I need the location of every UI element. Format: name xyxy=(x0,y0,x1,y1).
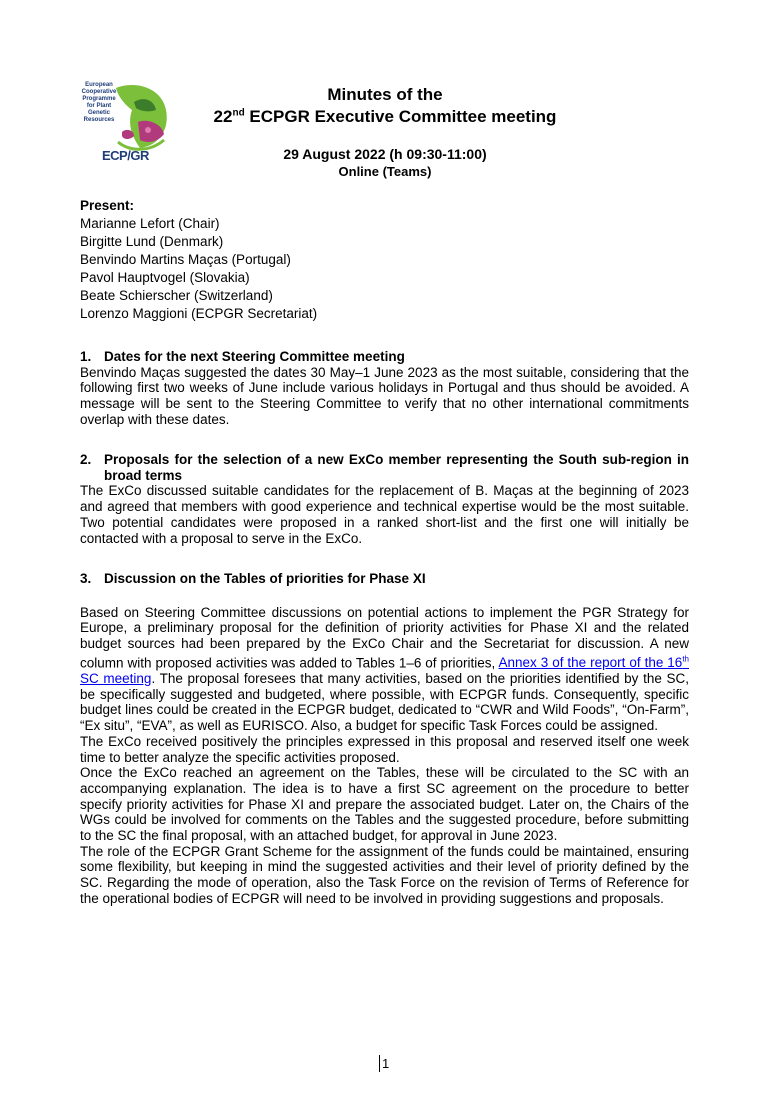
section-exco-member-selection xyxy=(80,452,689,546)
section-heading: 3. Discussion on the Tables of priorities for Phase XI xyxy=(80,571,426,586)
document-title-line1: Minutes of the xyxy=(327,85,443,104)
section-paragraph: The ExCo received positively the principles expressed in this proposal and reserved itself one week time to better analyze the specific activities proposed. xyxy=(80,733,689,765)
section-steering-committee-dates xyxy=(80,349,689,428)
section-paragraph: The role of the ECPGR Grant Scheme for the assignment of the funds could be maintained, ensuring some flexibility, but keeping in mind the suggested activities and their level of priority defined by the SC. Regarding the mode of operation, also the Task Force on the revision of Terms of Reference for the operational bodies of ECPGR will need to be involved in providing suggestions and proposals. xyxy=(80,843,689,906)
section-paragraph: The ExCo discussed suitable candidates for the replacement of B. Maças at the beginning of 2023 and agreed that members with good experience and technical expertise would be the most suitable. Two potential candidates were proposed in a ranked short-list and the first one will initially be contacted with a proposal to serve in the ExCo. xyxy=(80,483,689,546)
document-title-line2: 22nd ECPGR Executive Committee meeting xyxy=(213,107,557,126)
meeting-date: 29 August 2022 (h 09:30-11:00) xyxy=(283,146,487,162)
attendee-heading: Present: xyxy=(80,198,135,213)
attendee: Benvindo Martins Maças (Portugal) xyxy=(80,252,291,267)
attendee: Marianne Lefort (Chair) xyxy=(80,216,220,231)
attendee: Beate Schierscher (Switzerland) xyxy=(80,288,273,303)
logo-brand: ECP/GR xyxy=(102,148,149,163)
attendee: Lorenzo Maggioni (ECPGR Secretariat) xyxy=(80,306,318,321)
attendee: Pavol Hauptvogel (Slovakia) xyxy=(80,270,250,285)
attendee-list xyxy=(80,197,317,323)
logo-caption: European Cooperative Programme for Plant Genetic Resources xyxy=(81,82,117,123)
section-heading: 1. Dates for the next Steering Committee meeting xyxy=(80,349,405,364)
section-heading: 2. Proposals for the selection of a new ExCo member representing the South sub-region in broad terms xyxy=(80,452,689,483)
section-paragraph: Once the ExCo reached an agreement on the Tables, these will be circulated to the SC with an accompanying explanation. The idea is to have a first SC agreement on the procedure to better specify priority activities for Phase XI and prepare the associated budget. Later on, the Chairs of the WGs could be involved for comments on the Tables and the suggested procedure, before submitting to the SC the final proposal, with an attached budget, for approval in June 2023. xyxy=(80,765,689,844)
attendee: Birgitte Lund (Denmark) xyxy=(80,234,224,249)
section-tables-of-priorities xyxy=(80,571,689,907)
annex-3-report-link[interactable]: Annex 3 of the report of the 16th SC meeting xyxy=(80,654,689,687)
section-paragraph: Benvindo Maças suggested the dates 30 May–1 June 2023 as the most suitable, considering that the following first two weeks of June include various holidays in Portugal and thus should be avoided. A message will be sent to the Steering Committee to verify that no other international commitments overlap with these dates. xyxy=(80,364,689,427)
page-number: 1 xyxy=(379,1055,389,1072)
meeting-venue: Online (Teams) xyxy=(338,164,432,179)
section-paragraph: Based on Steering Committee discussions on potential actions to implement the PGR Strategy for Europe, a preliminary proposal for the definition of priority activities for Phase XI and the related budget sources had been prepared by the ExCo Chair and the Secretariat for discussion. A new column with proposed activities was added to Tables 1–6 of priorities, Annex 3 of the report of the 16th SC meeting. The proposal foresees that many activities, based on the priorities identified by the SC, be specifically suggested and budgeted, where possible, with ECPGR funds. Consequently, specific budget lines could be created in the ECPGR budget, dedicated to “CWR and Wild Foods”, “On-Farm”, “Ex situ”, “EVA”, as well as EURISCO. Also, a budget for specific Task Forces could be assigned. xyxy=(80,604,689,734)
